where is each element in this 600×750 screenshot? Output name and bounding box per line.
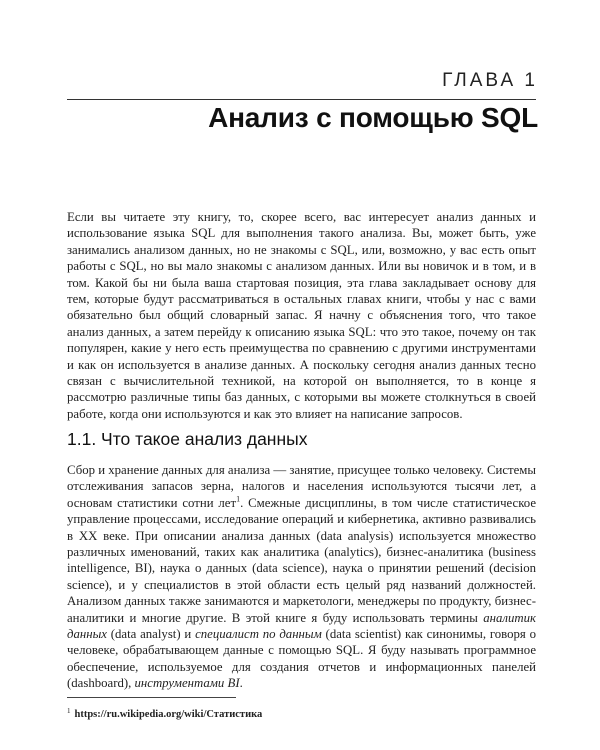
intro-paragraph: Если вы читаете эту книгу, то, скорее всего, вас интересует анализ данных и использование языка SQL для выполнения такого анализа. Вы, может быть, уже занимались анализом данных, но не знакомы с SQL, или, возможно, у вас есть опыт работы с SQL, но вы мало знакомы с анализом данных. Или вы новичок и в том, и в том. Какой бы ни была ваша стартовая позиция, эта глава закладывает основу для тем, которые будут рассматриваться в остальных главах книги, чтобы у нас с вами обязательно был общий словарный запас. Я начну с объяснения того, что такое анализ данных, а затем перейду к описанию языка SQL: что это такое, почему он так популярен, какие у него есть преимущества по сравнению с другими инструментами и как он используется в анализе данных. А поскольку сегодня анализ данных тесно связан с вычислительной техникой, на которой он выполняется, то в конце я рассмотрю различные типы баз данных, с которыми вы можете столкнуться в своей работе, когда они используются и как это влияет на написание запросов. [67,210,536,421]
footnote-divider [67,697,236,698]
section-text-part: (data scientist) как синонимы, говоря о человеке, обрабатывающем данные с помощью SQL. Я буду называть программное обеспечение, используемое для создания отчетов и информационных панелей (dashboard), [67,627,537,691]
term-data-scientist: специалист по данным [195,627,322,642]
footnote [67,706,263,720]
chapter-label: ГЛАВА 1 [442,70,538,91]
section-text-part: (data analyst) и [106,627,196,642]
section-text-part: Сбор и хранение данных для анализа — занятие, присущее только человеку. Системы отслеживания запасов зерна, налогов и населения используются тысячи лет, а основам статистики сотни лет [67,463,536,510]
section-text-part: . [239,676,243,691]
section-paragraph [67,462,536,692]
footnote-number: 1 [67,706,71,715]
footnote-reference[interactable]: 1 [236,494,241,504]
chapter-divider [67,99,536,100]
term-data-analyst: аналитик данных [67,610,536,642]
term-bi-tools: инструментами BI [134,676,240,691]
section-heading: 1.1. Что такое анализ данных [67,429,308,449]
footnote-link[interactable]: https://ru.wikipedia.org/wiki/Статистика [74,709,263,720]
section-text-part: . Смежные дисциплины, в том числе статистическое управление процессами, исследование операций и кибернетика, активно развивались в XX веке. При описании анализа данных (data analysis) используется множество различных именований, таких как аналитика (analytics), бизнес-аналитика (business intelligence, BI), наука о данных (data science), наука о принятии решений (decision science), и у специалистов в этой области есть целый ряд названий должностей. Анализом данных также занимаются и маркетологи, менеджеры по продукту, бизнес-аналитики и многие другие. В этой книге я буду использовать термины [67,495,536,625]
chapter-title: Анализ с помощью SQL [208,102,538,133]
